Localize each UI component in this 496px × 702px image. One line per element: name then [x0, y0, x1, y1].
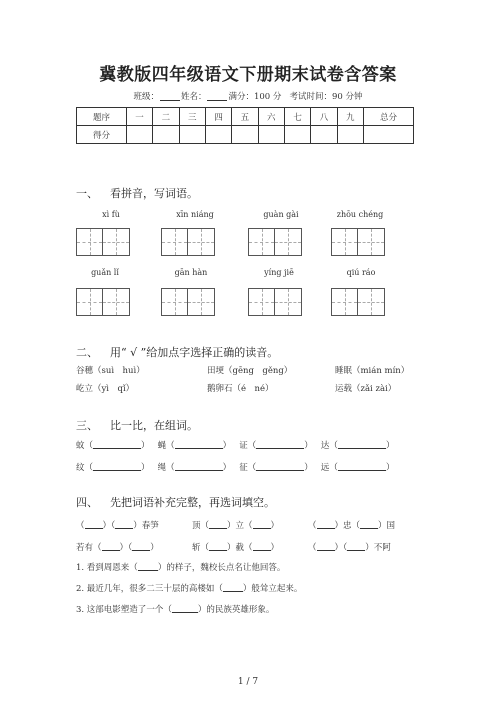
- answer-blank[interactable]: [338, 461, 386, 471]
- answer-blank[interactable]: [347, 541, 365, 551]
- idiom-text: 若有（: [76, 543, 102, 553]
- question-text: ）的样子，魏校长点名让他回答。: [157, 563, 286, 573]
- fill-question: [76, 561, 285, 573]
- score-row-label: 得分: [77, 126, 127, 144]
- section-number: 二、: [76, 346, 98, 359]
- word-char: 绳（: [157, 463, 175, 473]
- score-cell[interactable]: [311, 126, 337, 144]
- exam-time-label: 考试时间：90 分钟: [289, 92, 363, 102]
- paren: ）: [222, 441, 232, 451]
- score-cell[interactable]: [284, 126, 310, 144]
- score-table: [76, 107, 414, 144]
- pinyin: yíng jiē: [264, 268, 294, 277]
- question-text: ）的民族英雄形象。: [197, 605, 275, 615]
- section-number: 一、: [76, 187, 98, 200]
- answer-blank[interactable]: [256, 461, 304, 471]
- answer-blank[interactable]: [138, 561, 158, 571]
- header-cell: 二: [153, 108, 179, 126]
- answer-blank[interactable]: [172, 603, 198, 613]
- idiom-text: ）忠（: [334, 521, 361, 531]
- answer-blank[interactable]: [317, 519, 335, 529]
- section3-heading: [76, 417, 198, 433]
- score-cell[interactable]: [337, 126, 363, 144]
- answer-blank[interactable]: [85, 519, 103, 529]
- answer-blank[interactable]: [209, 519, 227, 529]
- writing-grid[interactable]: [76, 228, 130, 256]
- reading-item[interactable]: 屹立（yì qǐ）: [76, 384, 135, 394]
- word-row: [76, 461, 394, 473]
- paren: ）: [304, 463, 313, 473]
- word-char: 纹（: [76, 463, 94, 473]
- pinyin: qiú ráo: [346, 268, 376, 277]
- reading-item[interactable]: 运载（zǎi zài）: [335, 384, 397, 394]
- writing-grid[interactable]: [76, 288, 130, 316]
- header-cell: 三: [179, 108, 205, 126]
- pinyin: xīn niáng: [176, 210, 214, 219]
- paren: ）: [141, 463, 150, 473]
- score-cell[interactable]: [179, 126, 205, 144]
- answer-blank[interactable]: [360, 519, 378, 529]
- reading-item[interactable]: 田埂（gēng gěng）: [207, 366, 293, 376]
- pinyin: gān hàn: [174, 268, 208, 277]
- question-text: ）般耸立起来。: [242, 584, 303, 594]
- header-cell: 八: [311, 108, 337, 126]
- header-cell: 总分: [363, 108, 413, 126]
- idiom-text: （: [76, 521, 85, 531]
- name-label: 姓名：: [180, 92, 207, 102]
- name-blank: [207, 91, 227, 101]
- score-table-score-row: [77, 126, 414, 144]
- question-text: 3. 这部电影塑造了一个（: [76, 605, 172, 615]
- paren: ）: [385, 463, 395, 473]
- header-cell: 四: [205, 108, 231, 126]
- writing-grid[interactable]: [248, 228, 302, 256]
- idiom: [308, 541, 391, 553]
- writing-grid[interactable]: [161, 228, 215, 256]
- writing-grid[interactable]: [248, 288, 302, 316]
- score-cell[interactable]: [153, 126, 179, 144]
- answer-blank[interactable]: [338, 439, 386, 449]
- paren: ）: [304, 441, 313, 451]
- answer-blank[interactable]: [115, 519, 133, 529]
- header-cell: 一: [126, 108, 152, 126]
- exam-info: [0, 90, 496, 102]
- fill-question: [76, 603, 274, 615]
- word-char: 证（: [239, 441, 257, 451]
- answer-blank[interactable]: [175, 439, 223, 449]
- section-title: 比一比，在组词。: [110, 419, 198, 432]
- word-char: 远（: [320, 463, 338, 473]
- section2-heading: [76, 344, 278, 360]
- answer-blank[interactable]: [317, 541, 335, 551]
- score-table-header-row: [77, 108, 414, 126]
- reading-item[interactable]: 鹅卵石（é né）: [207, 384, 274, 394]
- header-cell: 九: [337, 108, 363, 126]
- idiom-text: 顶（: [192, 521, 210, 531]
- idiom: [76, 541, 159, 553]
- class-label: 班级：: [133, 92, 159, 102]
- paren: ）: [222, 463, 232, 473]
- idiom: [308, 519, 395, 531]
- idiom-text: ）春笋: [133, 521, 159, 531]
- question-text: 2. 最近几年，很多二三十层的高楼如（: [76, 584, 223, 594]
- answer-blank[interactable]: [223, 582, 243, 592]
- idiom-text: ）: [270, 521, 280, 531]
- idiom: [76, 519, 159, 531]
- word-char: 蝇（: [157, 441, 175, 451]
- score-cell[interactable]: [258, 126, 284, 144]
- score-cell[interactable]: [363, 126, 413, 144]
- pinyin: guàn gài: [263, 210, 299, 219]
- answer-blank[interactable]: [175, 461, 223, 471]
- answer-blank[interactable]: [93, 461, 141, 471]
- idiom: [192, 541, 279, 553]
- question-text: 1. 看到周恩来（: [76, 563, 138, 573]
- section-title: 用“ √ ”给加点字选择正确的读音。: [110, 346, 279, 359]
- page-number: 1 / 7: [237, 677, 259, 687]
- class-blank: [160, 91, 180, 101]
- full-score-label: 满分：100 分: [228, 92, 282, 102]
- idiom-text: ）（: [119, 543, 133, 553]
- idiom-text: ）立（: [227, 521, 253, 531]
- section-number: 四、: [76, 496, 98, 509]
- score-cell[interactable]: [232, 126, 258, 144]
- pinyin: zhōu chéng: [336, 210, 384, 219]
- answer-blank[interactable]: [209, 541, 227, 551]
- header-cell: 七: [284, 108, 310, 126]
- answer-blank[interactable]: [102, 541, 120, 551]
- idiom-text: （: [308, 521, 317, 531]
- idiom: [192, 519, 279, 531]
- idiom-text: ）国: [378, 521, 396, 531]
- writing-grid[interactable]: [331, 288, 385, 316]
- word-char: 蚊（: [76, 441, 94, 451]
- header-cell: 六: [258, 108, 284, 126]
- header-cell: 五: [232, 108, 258, 126]
- idiom-text: （: [308, 543, 317, 553]
- section4-heading: [76, 494, 275, 510]
- pinyin: guǎn lǐ: [91, 268, 119, 277]
- score-cell[interactable]: [126, 126, 152, 144]
- section-number: 三、: [76, 419, 98, 432]
- fill-question: [76, 582, 302, 594]
- idiom-text: ）（: [334, 543, 348, 553]
- paren: ）: [141, 441, 150, 451]
- score-cell[interactable]: [205, 126, 231, 144]
- header-cell: 题序: [77, 108, 127, 126]
- section-title: 先把词语补充完整，再选词填空。: [110, 496, 275, 509]
- idiom-text: ）: [150, 543, 159, 553]
- pinyin: xì fù: [102, 210, 120, 219]
- answer-blank[interactable]: [132, 541, 150, 551]
- idiom-text: 斩（: [192, 543, 210, 553]
- answer-blank[interactable]: [93, 439, 141, 449]
- answer-blank[interactable]: [256, 439, 304, 449]
- idiom-text: ）不阿: [365, 543, 391, 553]
- reading-item[interactable]: 谷穗（suì huì）: [76, 366, 145, 376]
- section-title: 看拼音，写词语。: [110, 187, 198, 200]
- section1-heading: [76, 185, 198, 201]
- reading-item[interactable]: 睡眠（mián mín）: [335, 366, 410, 376]
- idiom-text: ）截（: [227, 543, 253, 553]
- word-char: 达（: [320, 441, 338, 451]
- page-title: 冀教版四年级语文下册期末试卷含答案: [99, 65, 397, 85]
- word-row: [76, 439, 394, 451]
- answer-blank[interactable]: [253, 541, 271, 551]
- writing-grid[interactable]: [161, 288, 215, 316]
- idiom-text: ）（: [102, 521, 116, 531]
- writing-grid[interactable]: [331, 228, 385, 256]
- idiom-text: ）: [270, 543, 280, 553]
- answer-blank[interactable]: [253, 519, 271, 529]
- word-char: 征（: [239, 463, 257, 473]
- paren: ）: [385, 441, 395, 451]
